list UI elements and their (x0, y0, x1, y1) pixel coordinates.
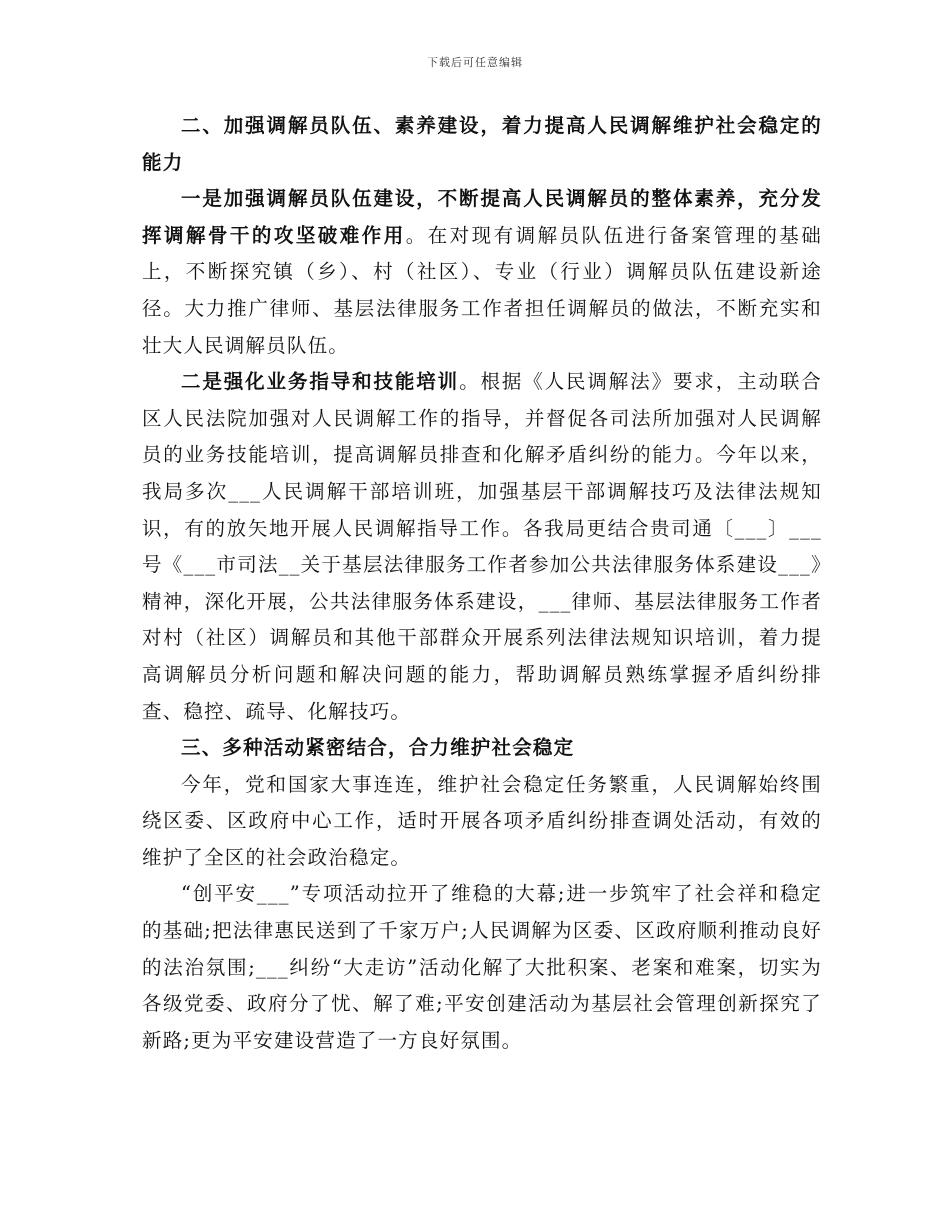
lead-sentence: 二是强化业务指导和技能培训 (181, 370, 460, 394)
paragraph-training (142, 364, 822, 730)
page-header: 下载后可任意编辑 (427, 56, 523, 69)
paragraph-activities (142, 876, 822, 1059)
paragraph-stability (142, 767, 822, 877)
document-body (142, 108, 822, 1059)
paragraph-team-building (142, 181, 822, 364)
paragraph-text: 。在对现有调解员队伍进行备案管理的基础上，不断探究镇（乡）、村（社区）、专业（行业）调解员队伍建设新途径。大力推广律师、基层法律服务工作者担任调解员的做法，不断充实和壮大人民调解员队伍。 (142, 223, 822, 357)
paragraph-text: 。根据《人民调解法》要求，主动联合区人民法院加强对人民调解工作的指导，并督促各司法所加强对人民调解员的业务技能培训，提高调解员排查和化解矛盾纠纷的能力。今年以来，我局多次___人民调解干部培训班，加强基层干部调解技巧及法律法规知识，有的放矢地开展人民调解指导工作。各我局更结合贵司通〔___〕___号《___市司法__关于基层法律服务工作者参加公共法律服务体系建设___》精神，深化开展，公共法律服务体系建设，___律师、基层法律服务工作者对村（社区）调解员和其他干部群众开展系列法律法规知识培训，着力提高调解员分析问题和解决问题的能力，帮助调解员熟练掌握矛盾纠纷排查、稳控、疏导、化解技巧。 (142, 370, 822, 723)
heading-text: 二、加强调解员队伍、素养建设，着力提高人民调解维护社会稳定的能力 (142, 114, 822, 174)
section-heading-2 (142, 108, 822, 181)
heading-text: 三、多种活动紧密结合，合力维护社会稳定 (181, 736, 575, 760)
section-heading-3 (142, 730, 822, 767)
paragraph-text: 今年，党和国家大事连连，维护社会稳定任务繁重，人民调解始终围绕区委、区政府中心工作，适时开展各项矛盾纠纷排查调处活动，有效的维护了全区的社会政治稳定。 (142, 772, 822, 869)
paragraph-text: “创平安___”专项活动拉开了维稳的大幕;进一步筑牢了社会祥和稳定的基础;把法律惠民送到了千家万户;人民调解为区委、区政府顺利推动良好的法治氛围;___纠纷“大走访”活动化解了大批积案、老案和难案，切实为各级党委、政府分了忧、解了难;平安创建活动为基层社会管理创新探究了新路;更为平安建设营造了一方良好氛围。 (142, 882, 822, 1052)
lead-sentence: 一是加强调解员队伍建设，不断提高人民调解员的整体素养，充分发挥调解骨干的攻坚破难作用 (142, 187, 822, 247)
